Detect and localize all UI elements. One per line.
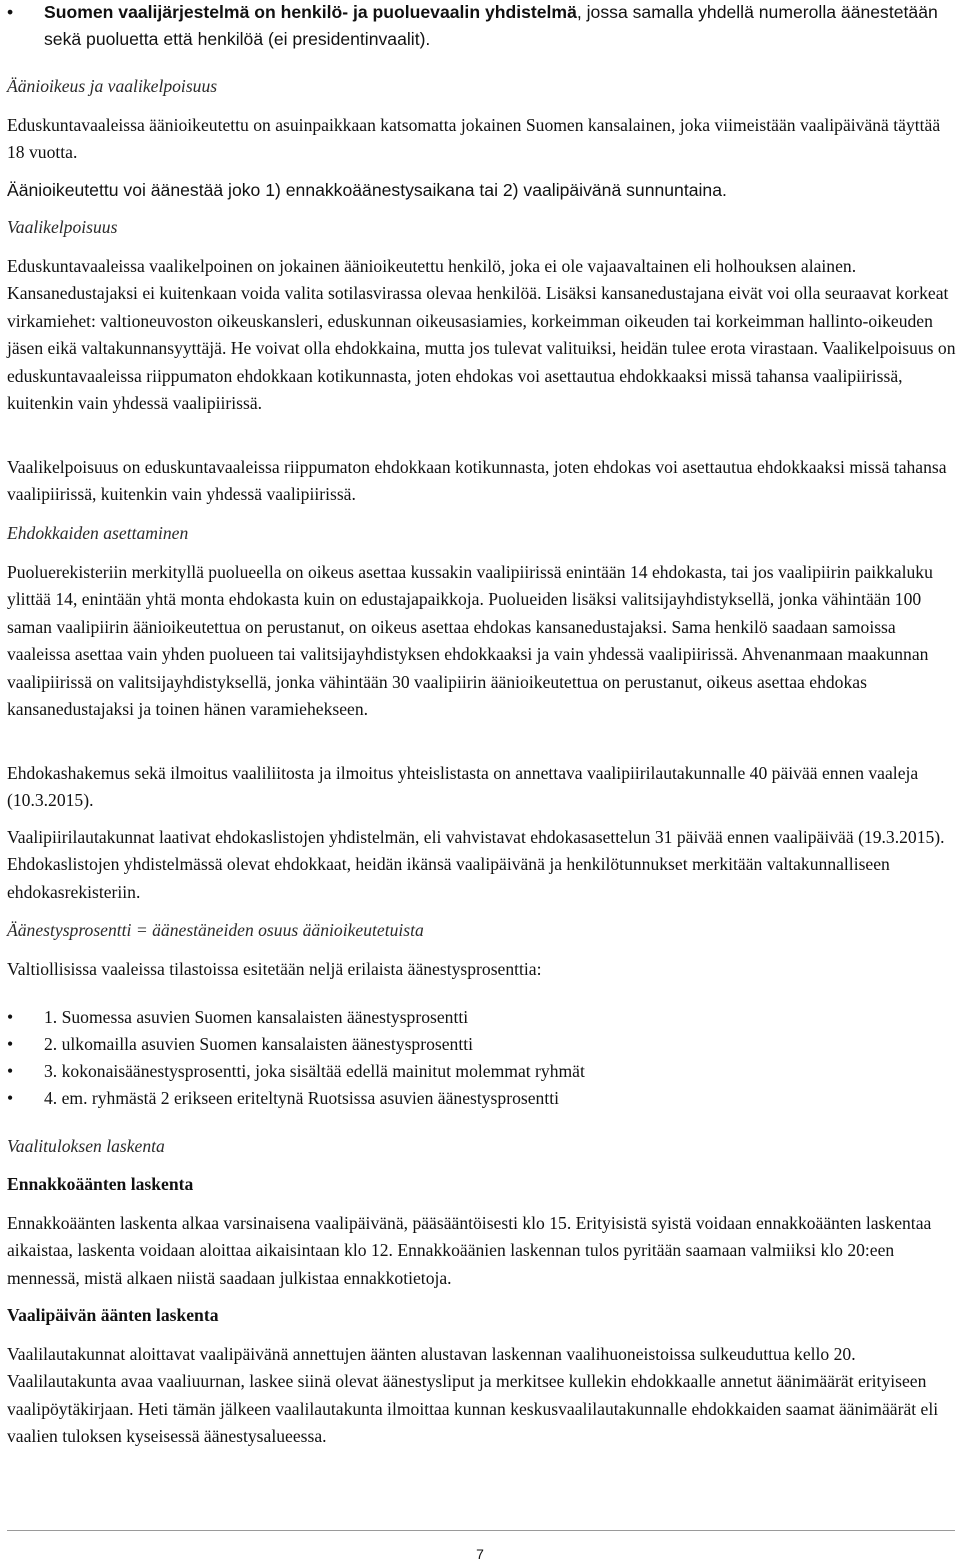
heading-ehdokkaat: Ehdokkaiden asettaminen <box>7 523 189 543</box>
bullet-icon: • <box>7 1061 14 1081</box>
bullet-icon: • <box>7 2 14 22</box>
intro-paragraph <box>44 0 959 54</box>
heading-laskenta: Vaalituloksen laskenta <box>7 1136 165 1156</box>
intro-bold-text: Suomen vaalijärjestelmä on henkilö- ja puoluevaalin yhdistelmä <box>44 2 577 22</box>
list-item-text: 3. kokonaisäänestysprosentti, joka sisältää edellä mainitut molemmat ryhmät <box>44 1061 585 1081</box>
paragraph-vaalikelpoisuus-2: Vaalikelpoisuus on eduskuntavaaleissa riippumaton ehdokkaan kotikunnasta, joten ehdokas voi asettautua ehdokkaaksi missä tahansa vaalipiirissä, kuitenkin vain yhdessä vaalipiirissä. <box>7 457 947 505</box>
paragraph-vaalipaiva: Vaalilautakunnat aloittavat vaalipäivänä annettujen äänten alustavan laskennan vaalihuoneistoissa sulkeuduttua kello 20. Vaalilautakunta avaa vaaliuurnan, laskee siinä olevat äänestysliput ja merkitsee kullekin ehdokkaalle annetut äänimäärät erityiseen vaalipöytäkirjaan. Heti tämän jälkeen vaalilautakunta ilmoittaa kunnan keskusvaalilautakunnalle ehdokkaiden saamat äänimäärät eli vaalien tuloksen kyseisessä äänestysalueessa. <box>7 1344 939 1447</box>
heading-ennakko: Ennakkoäänten laskenta <box>7 1174 194 1194</box>
paragraph-aanestaa: Äänioikeutettu voi äänestää joko 1) ennakkoäänestysaikana tai 2) vaalipäivänä sunnuntaina. <box>7 180 727 200</box>
paragraph-vaalikelpoisuus: Eduskuntavaaleissa vaalikelpoinen on jokainen äänioikeutettu henkilö, joka ei ole vajaavaltainen eli holhouksen alainen. Kansanedustajaksi ei kuitenkaan voida valita sotilasvirassa olevaa henkilöä. Lisäksi kansanedustajana eivät voi olla seuraavat korkeat virkamiehet: valtioneuvoston oikeuskansleri, eduskunnan oikeusasiamies, korkeimman oikeuden tai korkeimman hallinto-oikeuden jäsen eikä valtakunnansyyttäjä. He voivat olla ehdokkaina, mutta jos tulevat valituiksi, heidän tulee erota virastaan. Vaalikelpoisuus on eduskuntavaaleissa riippumaton ehdokkaan kotikunnasta, joten ehdokas voi asettautua ehdokkaaksi missä tahansa vaalipiirissä, kuitenkin vain yhdessä vaalipiirissä. <box>7 256 956 414</box>
list-item-text: 1. Suomessa asuvien Suomen kansalaisten äänestysprosentti <box>44 1007 469 1027</box>
heading-aanioikeus: Äänioikeus ja vaalikelpoisuus <box>7 76 218 96</box>
bullet-icon: • <box>7 1088 14 1108</box>
bullet-icon: • <box>7 1034 14 1054</box>
paragraph-hakemus: Ehdokashakemus sekä ilmoitus vaaliliitosta ja ilmoitus yhteislistasta on annettava vaalipiirilautakunnalle 40 päivää ennen vaaleja (10.3.2015). <box>7 763 919 811</box>
page-number: 7 <box>476 1546 484 1562</box>
heading-vaalikelpoisuus: Vaalikelpoisuus <box>7 217 118 237</box>
heading-prosentti: Äänestysprosentti = äänestäneiden osuus äänioikeutetuista <box>7 920 424 940</box>
paragraph-ehdokkaat: Puoluerekisteriin merkityllä puolueella on oikeus asettaa kussakin vaalipiirissä enintään 14 ehdokasta, tai jos vaalipiirin paikkaluku ylittää 14, enintään yhtä monta ehdokasta kuin on edustajapaikkoja. Puolueiden lisäksi valitsijayhdistyksellä, jonka vähintään 100 saman vaalipiirin äänioikeutettua on perustanut, on oikeus asettaa ehdokas kansanedustajaksi. Sama henkilö saadaan samoissa vaaleissa asettaa vain yhden puolueen tai valitsijayhdistyksen ehdokkaaksi ja vain yhdessä vaalipiirissä. Ahvenanmaan maakunnan vaalipiirissä on valitsijayhdistyksellä, jonka vähintään 30 vaalipiirin äänioikeutettua on perustanut, oikeus asettaa ehdokas kansanedustajaksi ja toinen hänen varamiehekseen. <box>7 562 933 720</box>
paragraph-ennakko: Ennakkoäänten laskenta alkaa varsinaisena vaalipäivänä, pääsääntöisesti klo 15. Erityisistä syistä voidaan ennakkoäänten laskentaa aikaistaa, laskenta voidaan aloittaa aikaisintaan klo 12. Ennakkoäänien laskennan tulos pyritään saamaan valmiiksi klo 20:een mennessä, mistä alkaen niistä saadaan julkistaa ennakkotietoja. <box>7 1213 932 1288</box>
heading-vaalipaiva: Vaalipäivän äänten laskenta <box>7 1305 219 1325</box>
paragraph-prosentti: Valtiollisissa vaaleissa tilastoissa esitetään neljä erilaista äänestysprosenttia: <box>7 959 542 979</box>
bullet-icon: • <box>7 1007 14 1027</box>
paragraph-lautakunnat: Vaalipiirilautakunnat laativat ehdokaslistojen yhdistelmän, eli vahvistavat ehdokasasettelun 31 päivää ennen vaalipäivää (19.3.2015). Ehdokaslistojen yhdistelmässä olevat ehdokkaat, heidän ikänsä vaalipäivänä ja henkilötunnukset merkitään valtakunnalliseen ehdokasrekisteriin. <box>7 827 945 902</box>
intro-rest-text: , jossa samalla yhdellä numerolla äänestetään sekä puoluetta että henkilöä (ei presidentinvaalit). <box>44 2 938 50</box>
list-item-text: 4. em. ryhmästä 2 erikseen eriteltynä Ruotsissa asuvien äänestysprosentti <box>44 1088 559 1108</box>
paragraph-aanioikeus: Eduskuntavaaleissa äänioikeutettu on asuinpaikkaan katsomatta jokainen Suomen kansalainen, joka viimeistään vaalipäivänä täyttää 18 vuotta. <box>7 115 941 163</box>
list-item-text: 2. ulkomailla asuvien Suomen kansalaisten äänestysprosentti <box>44 1034 474 1054</box>
footer-divider <box>7 1530 955 1531</box>
